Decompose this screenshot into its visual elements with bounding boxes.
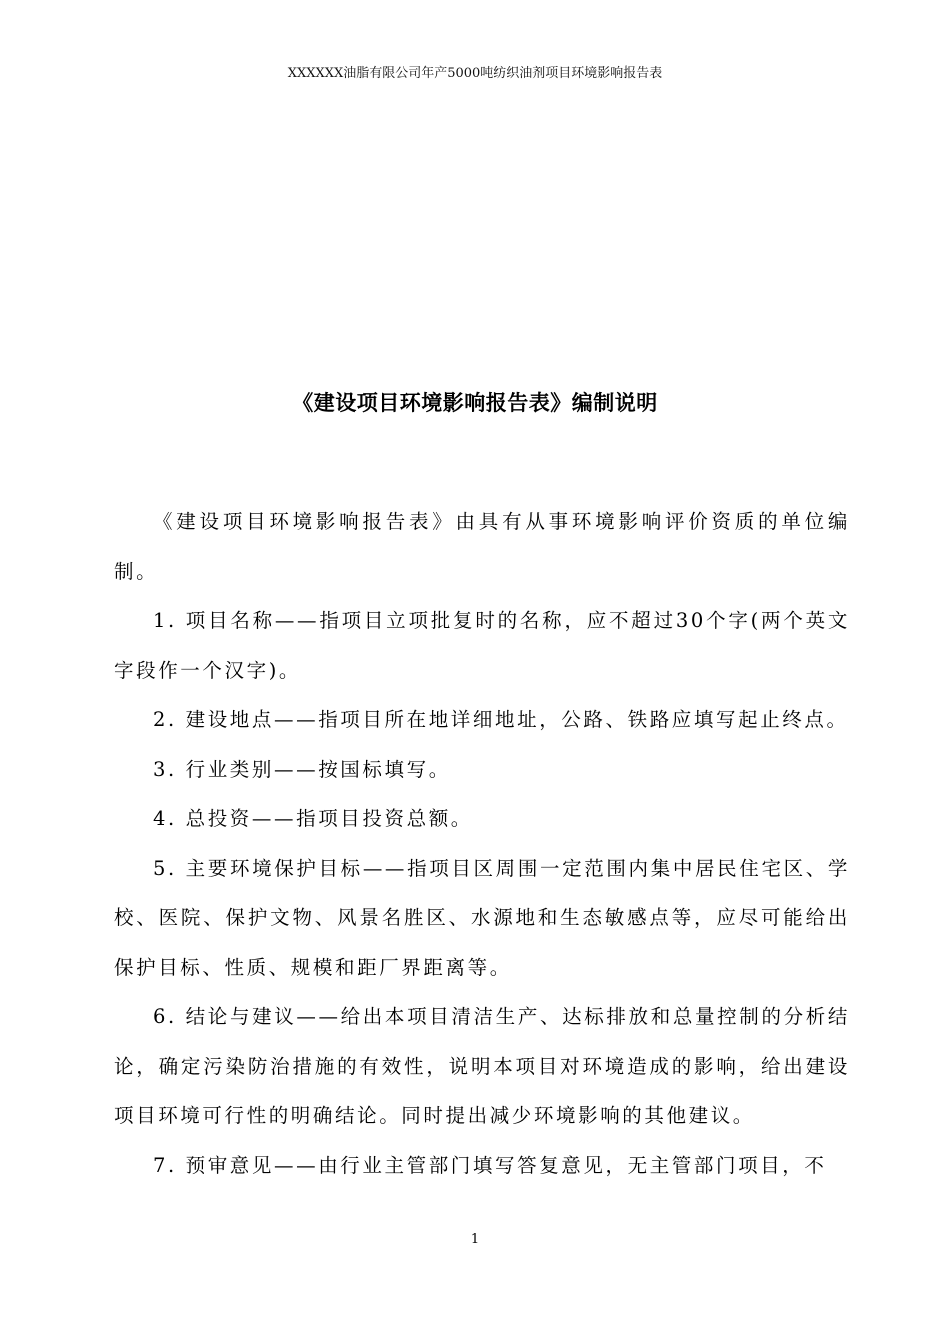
running-header: XXXXXX油脂有限公司年产5000吨纺织油剂项目环境影响报告表 <box>287 66 663 81</box>
paragraph-item-7: 7. 预审意见——由行业主管部门填写答复意见，无主管部门项目，不 <box>153 1153 827 1177</box>
paragraph-item-2: 2. 建设地点——指项目所在地详细地址，公路、铁路应填写起止终点。 <box>153 708 849 731</box>
paragraph-intro: 《建设项目环境影响报告表》由具有从事环境影响评价资质的单位编制。 <box>114 510 850 583</box>
page-number: 1 <box>470 1232 480 1247</box>
paragraph-item-1: 1. 项目名称——指项目立项批复时的名称，应不超过30个字(两个英文字段作一个汉字)。 <box>114 609 850 682</box>
paragraph-item-4: 4. 总投资——指项目投资总额。 <box>153 807 473 830</box>
header-divider <box>114 90 834 91</box>
paragraph-item-5: 5. 主要环境保护目标——指项目区周围一定范围内集中居民住宅区、学校、医院、保护文物、风景名胜区、水源地和生态敏感点等，应尽可能给出保护目标、性质、规模和距厂界距离等。 <box>114 856 850 979</box>
paragraph-item-6: 6. 结论与建议——给出本项目清洁生产、达标排放和总量控制的分析结论，确定污染防治措施的有效性，说明本项目对环境造成的影响，给出建设项目环境可行性的明确结论。同时提出减少环境影响的其他建议。 <box>114 1005 850 1127</box>
document-title: 《建设项目环境影响报告表》编制说明 <box>292 390 658 415</box>
document-body <box>114 497 850 1190</box>
paragraph-item-3: 3. 行业类别——按国标填写。 <box>153 757 451 781</box>
